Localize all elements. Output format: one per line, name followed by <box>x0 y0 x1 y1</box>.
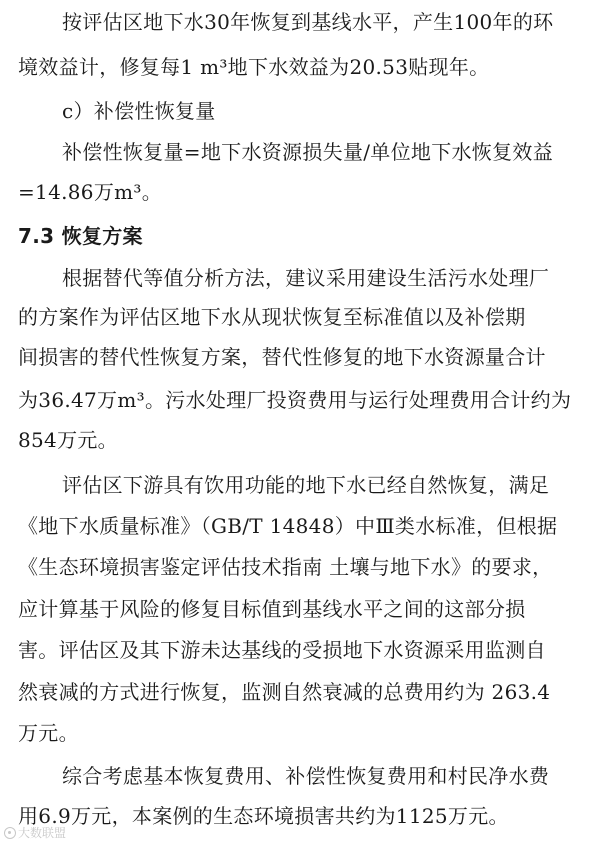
watermark <box>4 824 66 841</box>
watermark-text: 大数联盟 <box>18 826 67 840</box>
text-line: 间损害的替代性恢复方案，替代性修复的地下水资源量合计 <box>18 345 546 369</box>
text-line: 用6.9万元，本案例的生态环境损害共约为1125万元。 <box>18 804 509 828</box>
text-line: 然衰减的方式进行恢复，监测自然衰减的总费用约为 263.4 <box>18 680 551 704</box>
text-line: 境效益计，修复每1 m³地下水效益为20.53贴现年。 <box>18 55 490 79</box>
text-line: 应计算基于风险的修复目标值到基线水平之间的这部分损 <box>18 597 526 621</box>
text-line: 根据替代等值分析方法，建议采用建设生活污水处理厂 <box>62 266 550 290</box>
text-line: 为36.47万m³。污水处理厂投资费用与运行处理费用合计约为 <box>18 388 572 412</box>
subheading-c: c）补偿性恢复量 <box>62 99 216 123</box>
text-line: 害。评估区及其下游未达基线的受损地下水资源采用监测自 <box>18 638 546 662</box>
weibo-icon <box>4 827 16 839</box>
section-heading: 7.3 恢复方案 <box>18 224 143 248</box>
text-line: 综合考虑基本恢复费用、补偿性恢复费用和村民净水费 <box>62 764 550 788</box>
text-line: 评估区下游具有饮用功能的地下水已经自然恢复，满足 <box>62 473 550 497</box>
text-line: 854万元。 <box>18 428 118 452</box>
text-line: 补偿性恢复量=地下水资源损失量/单位地下水恢复效益 <box>62 140 553 164</box>
text-line: 万元。 <box>18 721 79 745</box>
text-line: 《生态环境损害鉴定评估技术指南 土壤与地下水》的要求， <box>18 555 553 579</box>
text-line: 《地下水质量标准》（GB/T 14848）中Ⅲ类水标准，但根据 <box>18 514 558 538</box>
text-line: 按评估区地下水30年恢复到基线水平，产生100年的环 <box>62 10 554 34</box>
text-line: 的方案作为评估区地下水从现状恢复至标准值以及补偿期 <box>18 305 526 329</box>
text-line: =14.86万m³。 <box>18 180 162 204</box>
